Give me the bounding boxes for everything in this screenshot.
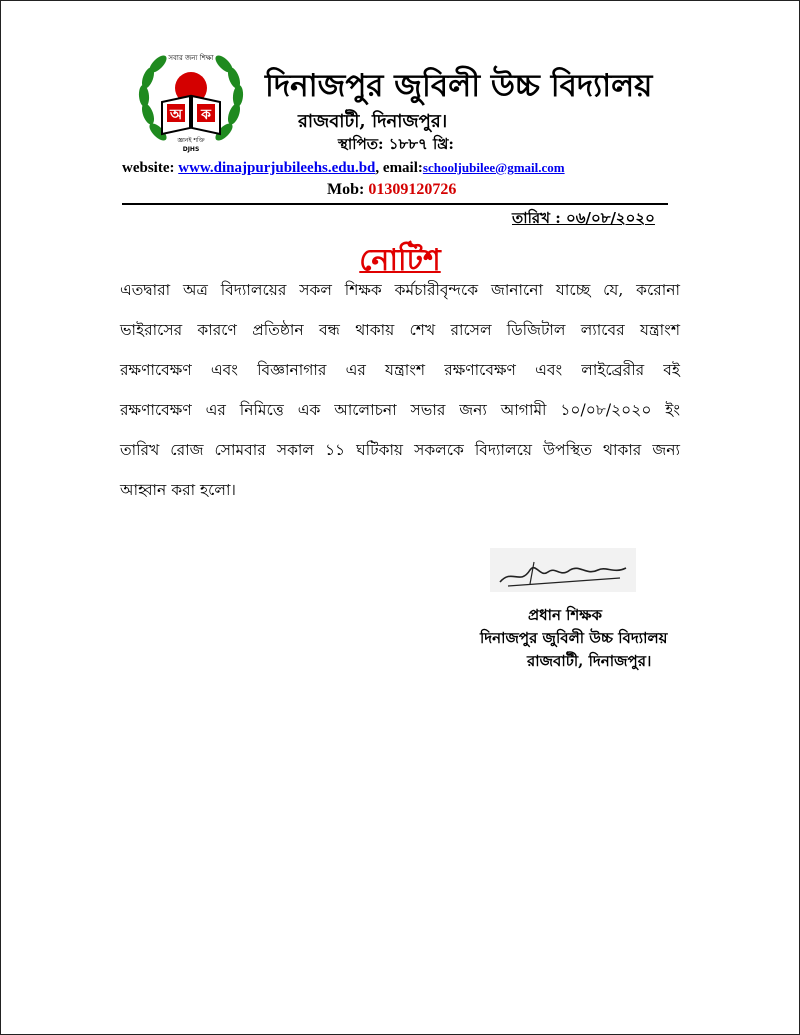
school-name: দিনাজপুর জুবিলী উচ্চ বিদ্যালয় [265,68,653,104]
email-label: email: [382,160,423,176]
website-link[interactable]: www.dinajpurjubileehs.edu.bd [178,160,376,176]
notice-line: ভাইরাসের কারণে প্রতিষ্ঠান বন্ধ থাকায় শেখ রাসেল ডিজিটাল ল্যাবের যন্ত্রাংশ [120,321,680,339]
book-icon [162,96,220,134]
notice-line: আহ্বান করা হলো। [120,481,236,499]
signer-title: প্রধান শিক্ষক [528,606,602,624]
contact-line: website: www.dinajpurjubileehs.edu.bd, email:schooljubilee@gmail.com [122,160,565,176]
notice-line: তারিখ রোজ সোমবার সকাল ১১ ঘটিকায় সকলকে বিদ্যালয়ে উপস্থিত থাকার জন্য [120,441,680,459]
signer-school: দিনাজপুর জুবিলী উচ্চ বিদ্যালয় [480,629,668,647]
website-label: website: [122,160,175,176]
header-divider [122,203,668,205]
established-label: স্থাপিত: [338,135,384,153]
logo-abbr: DJHS [182,146,200,153]
logo-letter-ka: ক [201,107,211,123]
mobile-number: 01309120726 [368,181,457,198]
mobile-line [327,181,456,199]
signer-address: রাজবাটী, দিনাজপুর। [527,652,652,670]
notice-line: রক্ষণাবেক্ষণ এর নিমিত্তে এক আলোচনা সভার জন্য আগামী ১০/০৮/২০২০ ইং [120,401,680,419]
logo-top-text: সবার জন্য শিক্ষা [168,54,214,62]
notice-body [120,276,680,516]
email-link[interactable]: schooljubilee@gmail.com [422,160,565,175]
mobile-label: Mob: [327,181,365,198]
established-year: ১৮৮৭ খ্রি: [388,135,454,153]
signature-image [490,548,636,592]
notice-line: রক্ষণাবেক্ষণ এবং বিজ্ঞানাগার এর যন্ত্রাংশ রক্ষণাবেক্ষণ এবং লাইব্রেরীর বই [120,361,680,379]
school-address: রাজবাটী, দিনাজপুর। [298,111,448,132]
notice-date: তারিখ : ০৬/০৮/২০২০ [512,209,655,227]
school-logo [134,44,248,158]
notice-line: এতদ্বারা অত্র বিদ্যালয়ের সকল শিক্ষক কর্মচারীবৃন্দকে জানানো যাচ্ছে যে, করোনা [120,281,680,299]
logo-letter-a: অ [169,107,183,123]
notice-title: নোটিশ [359,243,441,278]
established-line [338,133,454,158]
logo-bottom-text: জ্ঞানই শক্তি [177,137,205,144]
